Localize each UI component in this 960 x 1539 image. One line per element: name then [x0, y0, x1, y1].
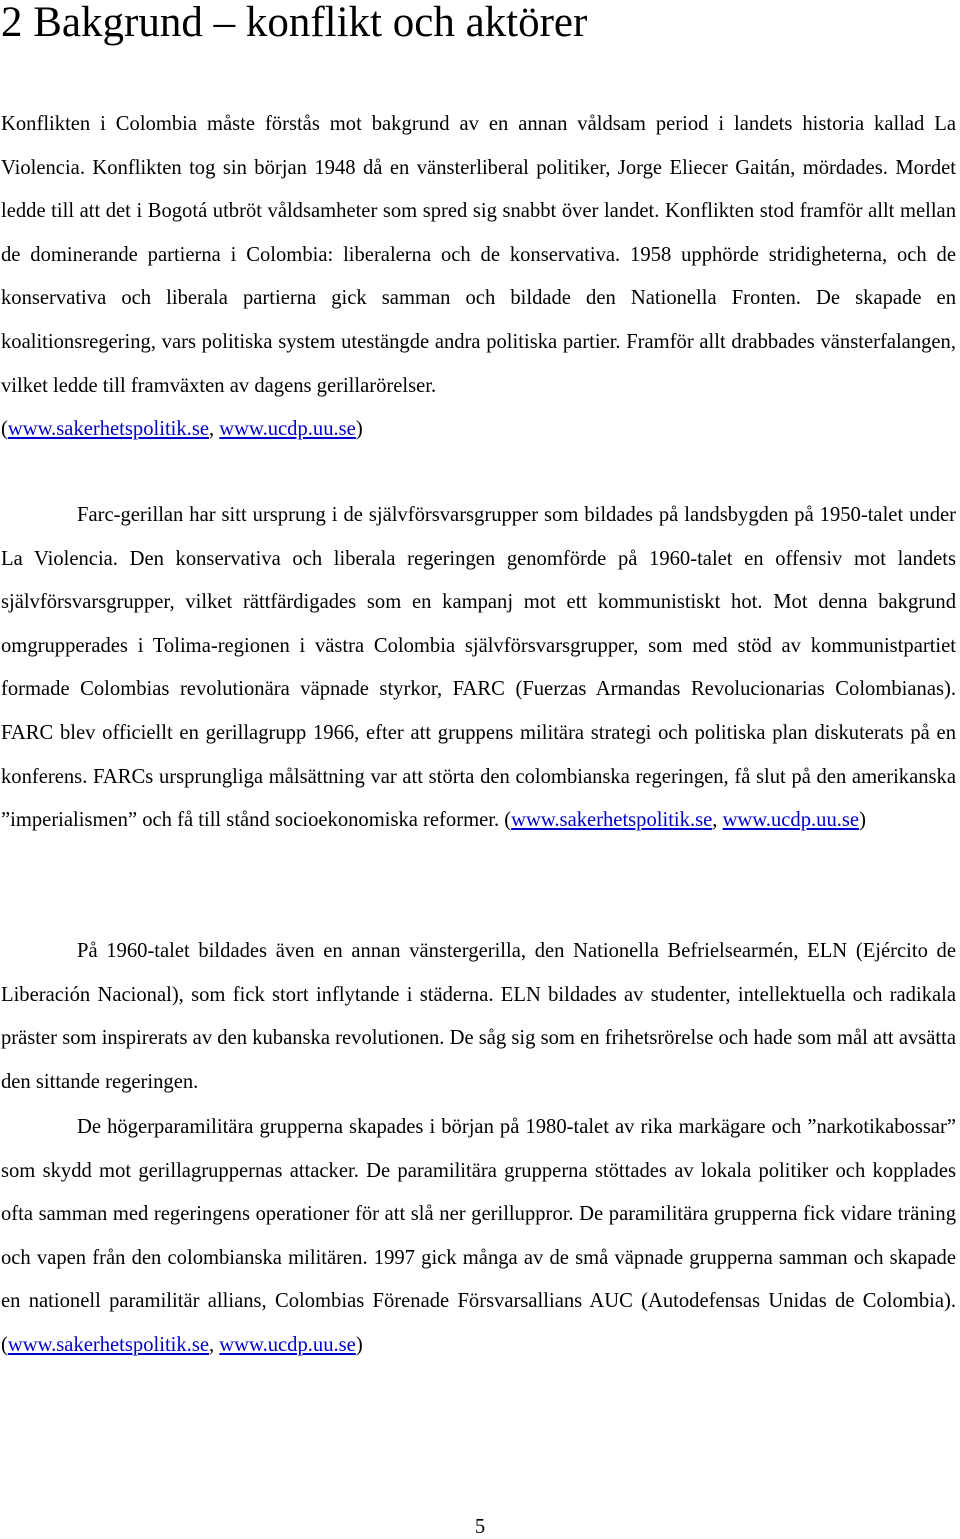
link-ucdp[interactable]: www.ucdp.uu.se — [722, 809, 860, 832]
citation-separator: , — [712, 809, 723, 832]
citation-close: ) — [355, 1333, 363, 1356]
paragraph-la-violencia — [1, 103, 956, 452]
citation-separator: , — [209, 1333, 220, 1356]
section-heading: 2 Bakgrund – konflikt och aktörer — [1, 0, 588, 46]
citation-separator: , — [209, 418, 220, 441]
citation-close: ) — [859, 809, 866, 832]
citation-open: ( — [1, 1333, 8, 1356]
link-sakerhetspolitik[interactable]: www.sakerhetspolitik.se — [511, 809, 713, 832]
paragraph-text: Farc-gerillan har sitt ursprung i de självförsvarsgrupper som bildades på landsbygden på 1950-talet under La Violencia. Den konservativa och liberala regeringen genomförde på 1960-talet en offensiv mot landets självförsvarsgrupper, vilket rättfärdigades som en kampanj mot ett kommunistiskt hot. Mot denna bakgrund omgrupperades i Tolima-regionen i västra Colombia självförsvarsgrupper, som med stöd av kommunistpartiet formade Colombias revolutionära väpnade styrkor, FARC (Fuerzas Armandas Revolucionarias Colombianas). FARC blev officiellt en gerillagrupp 1966, efter att gruppens militära strategi och politiska plan diskuterats på en konferens. FARCs ursprungliga målsättning var att störta den colombianska regeringen, få slut på den amerikanska ”imperialismen” och få till stånd socioekonomiska reformer. — [1, 504, 956, 832]
paragraph-text: De högerparamilitära grupperna skapades i början på 1980-talet av rika markägare och ”narkotikabossar” som skydd mot gerillagruppernas attacker. De paramilitära grupperna stöttades av lokala politiker och kopplades ofta samman med regeringens operationer för att slå ner gerilluppror. De paramilitära grupperna fick vidare träning och vapen från den colombianska militären. 1997 gick många av de små väpnade grupperna samman och skapade en nationell paramilitär allians, Colombias Förenade Försvarsallians AUC (Autodefensas Unidas de Colombia). — [1, 1116, 956, 1313]
paragraph-eln — [1, 930, 956, 1104]
link-sakerhetspolitik[interactable]: www.sakerhetspolitik.se — [7, 418, 209, 441]
citation-open: ( — [1, 418, 8, 441]
page-number: 5 — [474, 1516, 486, 1538]
paragraph-text: Konflikten i Colombia måste förstås mot bakgrund av en annan våldsam period i landets historia kallad La Violencia. Konflikten tog sin början 1948 då en vänsterliberal politiker, Jorge Eliecer Gaitán, mördades. Mordet ledde till att det i Bogotá utbröt våldsamheter som spred sig snabbt över landet. Konflikten stod framför allt mellan de dominerande partierna i Colombia: liberalerna och de konservativa. 1958 upphörde stridigheterna, och de konservativa och liberala partierna gick samman och bildade den Nationella Fronten. De skapade en koalitionsregering, vars politiska system utestängde andra politiska partier. Framför allt drabbades vänsterfalangen, vilket ledde till framväxten av dagens gerillarörelser. — [1, 113, 956, 397]
paragraph-farc — [1, 494, 956, 843]
paragraph-paramilitary — [1, 1106, 956, 1368]
paragraph-text: På 1960-talet bildades även en annan vänstergerilla, den Nationella Befrielsearmén, ELN (Ejército de Liberación Nacional), som fick stort inflytande i städerna. ELN bildades av studenter, intellektuella och radikala präster som inspirerats av den kubanska revolutionen. De såg sig som en frihetsrörelse och hade som mål att avsätta den sittande regeringen. — [1, 940, 956, 1093]
citation-close: ) — [355, 418, 363, 441]
citation-open: ( — [499, 809, 512, 832]
link-sakerhetspolitik[interactable]: www.sakerhetspolitik.se — [7, 1333, 209, 1356]
link-ucdp[interactable]: www.ucdp.uu.se — [219, 1333, 356, 1356]
link-ucdp[interactable]: www.ucdp.uu.se — [219, 418, 356, 441]
